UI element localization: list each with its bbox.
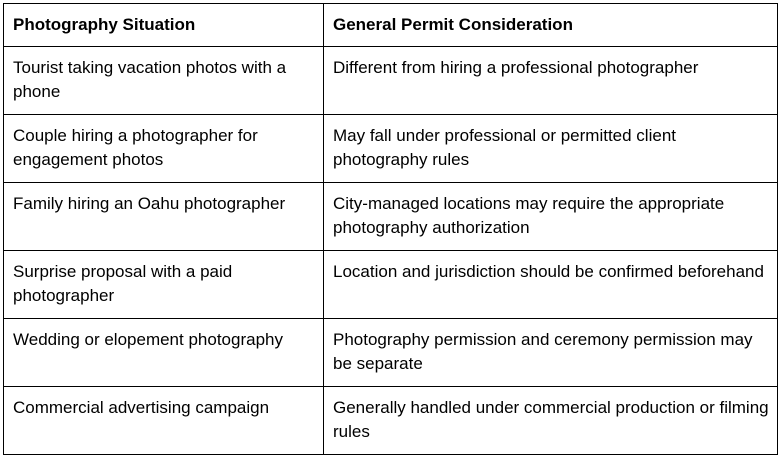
table-row (4, 115, 778, 183)
table-body (4, 47, 778, 455)
consideration-cell: Different from hiring a professional photographer (324, 47, 778, 115)
table-row (4, 319, 778, 387)
consideration-cell: City-managed locations may require the appropriate photography authorization (324, 183, 778, 251)
table-header (4, 4, 778, 47)
consideration-cell: Generally handled under commercial production or filming rules (324, 387, 778, 455)
situation-cell: Wedding or elopement photography (4, 319, 324, 387)
permit-table (3, 3, 778, 455)
situation-cell: Couple hiring a photographer for engagement photos (4, 115, 324, 183)
table-row (4, 251, 778, 319)
situation-cell: Surprise proposal with a paid photographer (4, 251, 324, 319)
situation-cell: Commercial advertising campaign (4, 387, 324, 455)
header-row (4, 4, 778, 47)
consideration-cell: Location and jurisdiction should be confirmed beforehand (324, 251, 778, 319)
table-row (4, 387, 778, 455)
situation-cell: Tourist taking vacation photos with a phone (4, 47, 324, 115)
table-row (4, 183, 778, 251)
situation-cell: Family hiring an Oahu photographer (4, 183, 324, 251)
consideration-cell: May fall under professional or permitted client photography rules (324, 115, 778, 183)
column-header-situation: Photography Situation (4, 4, 324, 47)
column-header-consideration: General Permit Consideration (324, 4, 778, 47)
table-row (4, 47, 778, 115)
consideration-cell: Photography permission and ceremony permission may be separate (324, 319, 778, 387)
